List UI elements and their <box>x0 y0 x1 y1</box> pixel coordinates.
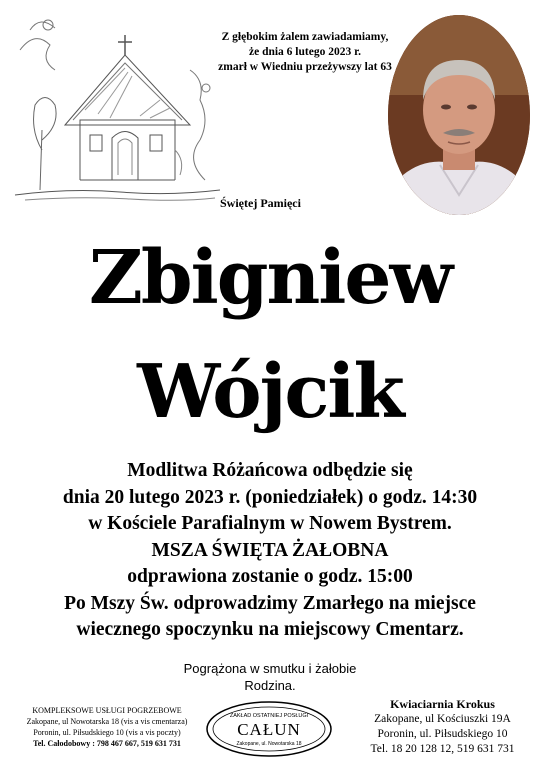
memory-heading: Świętej Pamięci <box>220 196 301 210</box>
ceremony-line-4: MSZA ŚWIĘTA ŻAŁOBNA <box>151 539 389 561</box>
florist-address-1: Zakopane, ul Kościuszki 19A <box>374 713 511 725</box>
funeral-services-address-2: Poronin, ul. Piłsudskiego 10 (vis a vis poczty) <box>33 728 181 737</box>
deceased-portrait-photo <box>388 15 530 215</box>
florist-title: Kwiaciarnia Krokus <box>390 697 495 711</box>
logo-top-text: ZAKŁAD OSTATNIEJ POSŁUGI <box>229 713 309 719</box>
ceremony-details <box>0 458 540 644</box>
calun-logo <box>205 700 333 758</box>
funeral-services-phone: Tel. Całodobowy : 798 467 667, 519 631 731 <box>33 739 181 748</box>
ceremony-line-7: wiecznego spoczynku na miejscowy Cmentarz. <box>76 619 464 640</box>
florist-phone: Tel. 18 20 128 12, 519 631 731 <box>370 743 515 755</box>
logo-bottom-text: Zakopane, ul. Nowotarska 18 <box>236 741 302 747</box>
funeral-services-info <box>12 705 202 749</box>
funeral-services-title: KOMPLEKSOWE USŁUGI POGRZEBOWE <box>32 706 182 715</box>
mourners-line-1: Pogrążona w smutku i żałobie <box>183 661 357 676</box>
florist-info <box>350 697 535 757</box>
ceremony-line-5: odprawiona zostanie o godz. 15:00 <box>127 566 413 587</box>
deceased-first-name: Zbigniew <box>88 235 452 321</box>
logo-name: CAŁUN <box>237 720 301 739</box>
ceremony-line-6: Po Mszy Św. odprowadzimy Zmarłego na miejsce <box>64 592 476 614</box>
florist-address-2: Poronin, ul. Piłsudskiego 10 <box>377 728 508 740</box>
deceased-last-name: Wójcik <box>137 349 403 435</box>
mourners-note <box>0 660 540 694</box>
intro-line-2: że dnia 6 lutego 2023 r. <box>248 46 362 58</box>
announcement-intro <box>215 30 395 75</box>
funeral-services-address-1: Zakopane, ul Nowotarska 18 (vis a vis cmentarza) <box>26 717 188 726</box>
intro-line-1: Z głębokim żalem zawiadamiamy, <box>221 31 389 43</box>
ceremony-line-2: dnia 20 lutego 2023 r. (poniedziałek) o godz. 14:30 <box>62 486 478 508</box>
ceremony-line-3: w Kościele Parafialnym w Nowem Bystrem. <box>88 513 452 534</box>
mourners-line-2: Rodzina. <box>244 678 296 693</box>
intro-line-3: zmarł w Wiedniu przeżywszy lat 63 <box>218 61 392 73</box>
ceremony-line-1: Modlitwa Różańcowa odbędzie się <box>127 460 413 481</box>
chapel-sketch-illustration <box>10 10 225 205</box>
